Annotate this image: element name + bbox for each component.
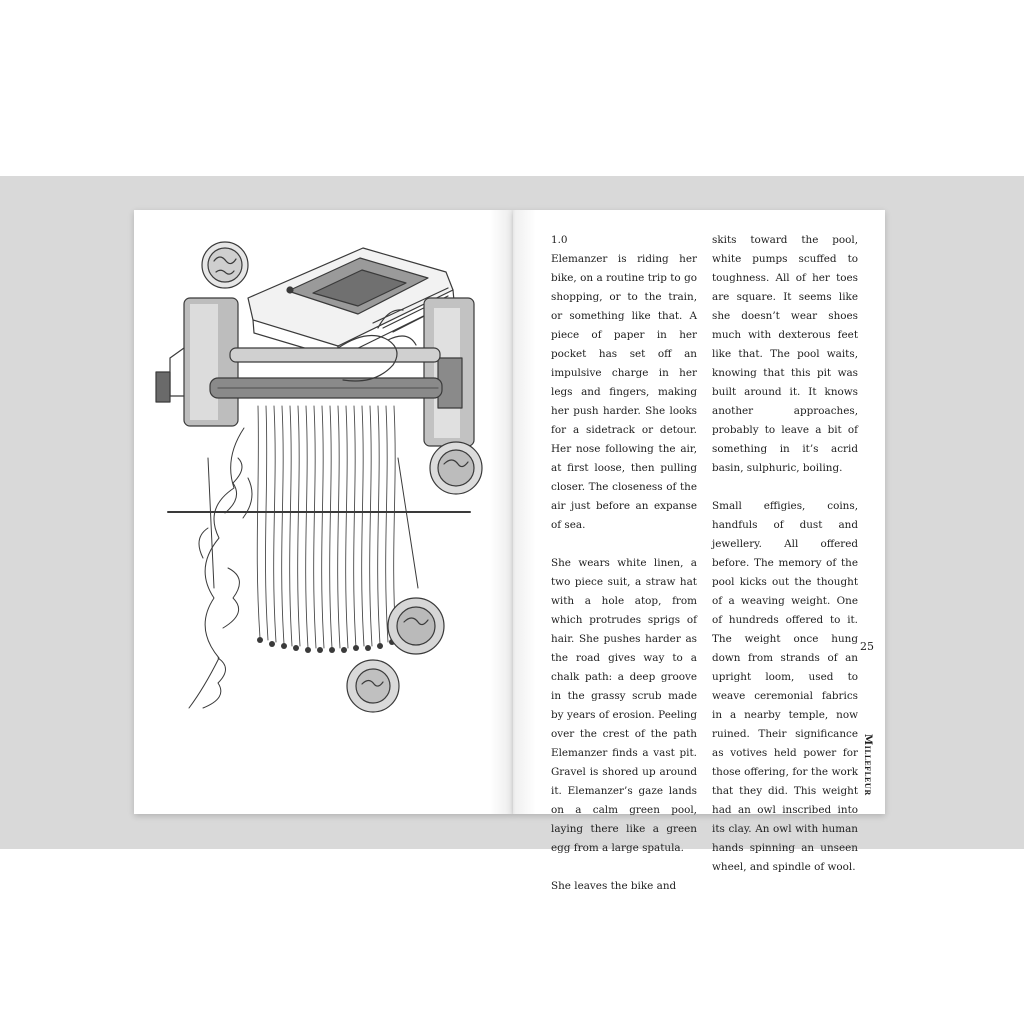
box-drawing bbox=[248, 248, 454, 358]
coin-top-left bbox=[202, 242, 248, 288]
loom-weights bbox=[257, 637, 395, 653]
paragraph: She leaves the bike and bbox=[551, 880, 677, 892]
paragraph: Small effigies, coins, handfuls of dust and jewellery. All offered before. The memory of the pool kicks out the thought of a weaving weight. One of hundreds offered to it. The weight once hung down from strands of an upright loom, used to weave ceremonial fabrics in a nearby temple, now ruined. Their significance as votives held power for those offering, for the work that they did. This weight had an owl inscribed into its clay. An owl with human hands spinning an unseen wheel, and spindle of wool. bbox=[712, 500, 858, 873]
loom-warp-threads bbox=[257, 406, 396, 648]
coin-bottom bbox=[347, 660, 399, 712]
coin-right-middle bbox=[388, 598, 444, 654]
text-column-1 bbox=[551, 231, 697, 896]
tangled-thread bbox=[189, 428, 252, 708]
running-title: Millefleur bbox=[862, 734, 873, 796]
section-number: 1.0 bbox=[551, 234, 568, 246]
paragraph: She wears white linen, a two piece suit, a straw hat with a hole atop, from which protrudes sprigs of hair. She pushes harder as the road gives way to a chalk path: a deep groove in the grassy scrub made by years of erosion. Peeling over the crest of the path Elemanzer finds a vast pit. Gravel is shored up around it. Elemanzer’s gaze lands on a calm green pool, laying there like a green egg from a large spatula. bbox=[551, 557, 697, 854]
loom-right-upright bbox=[424, 298, 474, 446]
coin-right-upper bbox=[430, 442, 482, 494]
paragraph: Elemanzer is riding her bike, on a routine trip to go shopping, or to the train, or something like that. A piece of paper in her pocket has set off an impulsive charge in her legs and fingers, making her push harder. She looks for a sidetrack or detour. Her nose following the air, at first loose, then pulling closer. The closeness of the air just before an expanse of sea. bbox=[551, 253, 697, 531]
loom-illustration bbox=[148, 228, 508, 748]
loom-left-upright bbox=[156, 298, 238, 426]
paragraph: skits toward the pool, white pumps scuffed to toughness. All of her toes are square. It seems like she doesn’t wear shoes much with dexterous feet like that. The pool waits, knowing that this pit was built around it. It knows another approaches, probably to leave a bit of something in it’s acrid basin, sulphuric, boiling. bbox=[712, 234, 858, 474]
text-column-2 bbox=[712, 231, 858, 877]
page-number: 25 bbox=[860, 640, 874, 653]
